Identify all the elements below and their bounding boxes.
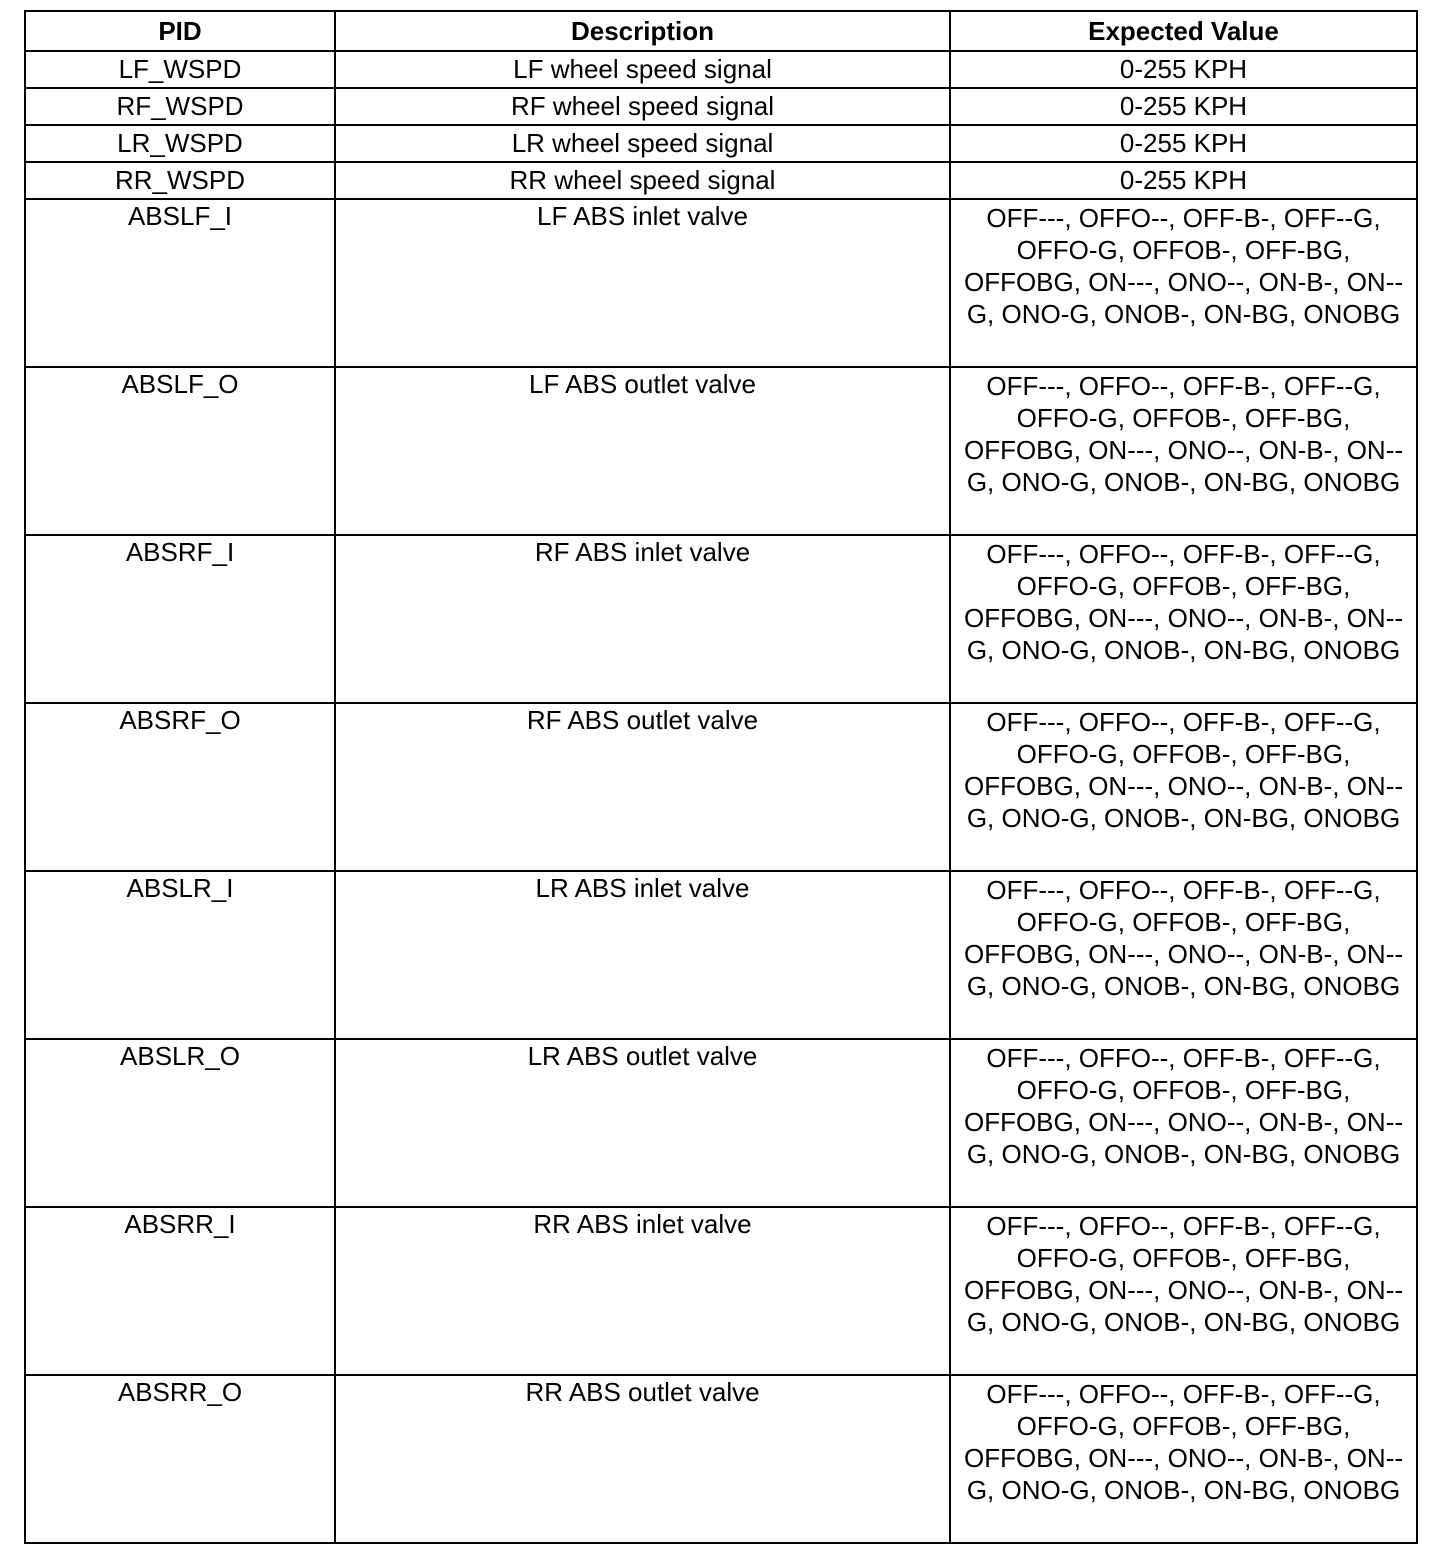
- pid-cell: ABSRF_I: [25, 535, 335, 703]
- description-cell: RR wheel speed signal: [335, 162, 950, 199]
- description-cell: LR wheel speed signal: [335, 125, 950, 162]
- table-row: [25, 125, 1417, 162]
- pid-cell: ABSLF_I: [25, 199, 335, 367]
- pid-cell: ABSLR_O: [25, 1039, 335, 1207]
- table-row: [25, 51, 1417, 88]
- description-cell: LR ABS inlet valve: [335, 871, 950, 1039]
- header-expected-value: Expected Value: [950, 11, 1417, 51]
- table-row: [25, 871, 1417, 1039]
- pid-cell: RR_WSPD: [25, 162, 335, 199]
- table-row: [25, 88, 1417, 125]
- pid-cell: ABSRR_I: [25, 1207, 335, 1375]
- table-header-row: [25, 11, 1417, 51]
- expected-value-cell: OFF---, OFFO--, OFF-B-, OFF--G, OFFO-G, OFFOB-, OFF-BG, OFFOBG, ON---, ONO--, ON-B-, ON--G, ONO-G, ONOB-, ON-BG, ONOBG: [950, 1375, 1417, 1543]
- description-cell: LR ABS outlet valve: [335, 1039, 950, 1207]
- table-row: [25, 1039, 1417, 1207]
- description-cell: RF wheel speed signal: [335, 88, 950, 125]
- pid-cell: LF_WSPD: [25, 51, 335, 88]
- table-row: [25, 703, 1417, 871]
- header-pid: PID: [25, 11, 335, 51]
- expected-value-cell: OFF---, OFFO--, OFF-B-, OFF--G, OFFO-G, OFFOB-, OFF-BG, OFFOBG, ON---, ONO--, ON-B-, ON--G, ONO-G, ONOB-, ON-BG, ONOBG: [950, 199, 1417, 367]
- expected-value-cell: OFF---, OFFO--, OFF-B-, OFF--G, OFFO-G, OFFOB-, OFF-BG, OFFOBG, ON---, ONO--, ON-B-, ON--G, ONO-G, ONOB-, ON-BG, ONOBG: [950, 703, 1417, 871]
- expected-value-cell: 0-255 KPH: [950, 125, 1417, 162]
- table-row: [25, 1375, 1417, 1543]
- table-row: [25, 535, 1417, 703]
- expected-value-cell: OFF---, OFFO--, OFF-B-, OFF--G, OFFO-G, OFFOB-, OFF-BG, OFFOBG, ON---, ONO--, ON-B-, ON--G, ONO-G, ONOB-, ON-BG, ONOBG: [950, 535, 1417, 703]
- expected-value-cell: 0-255 KPH: [950, 51, 1417, 88]
- table-row: [25, 199, 1417, 367]
- pid-cell: RF_WSPD: [25, 88, 335, 125]
- description-cell: LF ABS outlet valve: [335, 367, 950, 535]
- description-cell: RR ABS outlet valve: [335, 1375, 950, 1543]
- pid-cell: LR_WSPD: [25, 125, 335, 162]
- table-row: [25, 1207, 1417, 1375]
- expected-value-cell: OFF---, OFFO--, OFF-B-, OFF--G, OFFO-G, OFFOB-, OFF-BG, OFFOBG, ON---, ONO--, ON-B-, ON--G, ONO-G, ONOB-, ON-BG, ONOBG: [950, 871, 1417, 1039]
- pid-cell: ABSRR_O: [25, 1375, 335, 1543]
- expected-value-cell: 0-255 KPH: [950, 162, 1417, 199]
- table-row: [25, 367, 1417, 535]
- expected-value-cell: 0-255 KPH: [950, 88, 1417, 125]
- pid-cell: ABSLF_O: [25, 367, 335, 535]
- header-description: Description: [335, 11, 950, 51]
- table-row: [25, 162, 1417, 199]
- description-cell: RR ABS inlet valve: [335, 1207, 950, 1375]
- description-cell: LF wheel speed signal: [335, 51, 950, 88]
- expected-value-cell: OFF---, OFFO--, OFF-B-, OFF--G, OFFO-G, OFFOB-, OFF-BG, OFFOBG, ON---, ONO--, ON-B-, ON--G, ONO-G, ONOB-, ON-BG, ONOBG: [950, 1207, 1417, 1375]
- expected-value-cell: OFF---, OFFO--, OFF-B-, OFF--G, OFFO-G, OFFOB-, OFF-BG, OFFOBG, ON---, ONO--, ON-B-, ON--G, ONO-G, ONOB-, ON-BG, ONOBG: [950, 367, 1417, 535]
- description-cell: RF ABS outlet valve: [335, 703, 950, 871]
- pid-table: [24, 10, 1418, 1544]
- pid-cell: ABSRF_O: [25, 703, 335, 871]
- expected-value-cell: OFF---, OFFO--, OFF-B-, OFF--G, OFFO-G, OFFOB-, OFF-BG, OFFOBG, ON---, ONO--, ON-B-, ON--G, ONO-G, ONOB-, ON-BG, ONOBG: [950, 1039, 1417, 1207]
- pid-cell: ABSLR_I: [25, 871, 335, 1039]
- description-cell: LF ABS inlet valve: [335, 199, 950, 367]
- description-cell: RF ABS inlet valve: [335, 535, 950, 703]
